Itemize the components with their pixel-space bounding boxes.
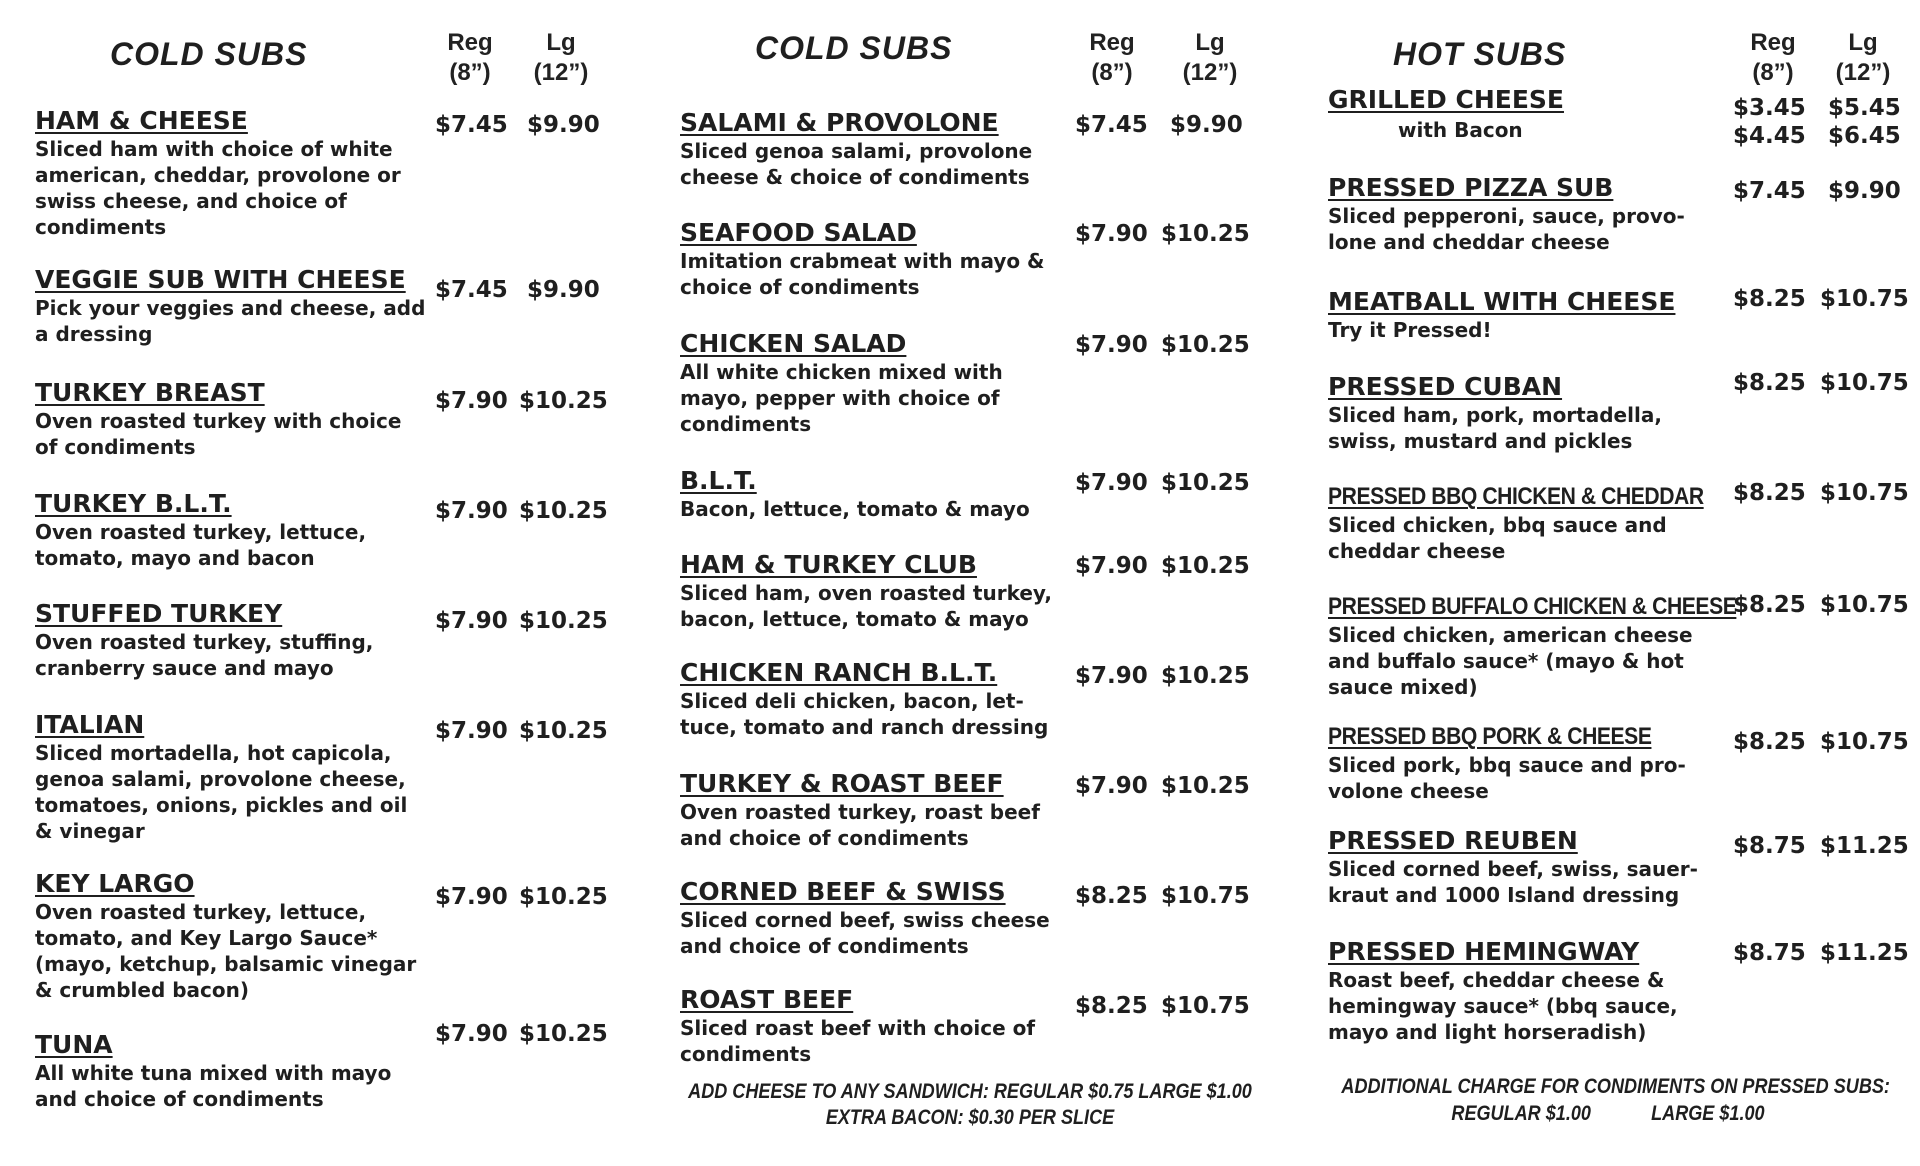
menu-item bbox=[680, 769, 1075, 851]
cold-subs-column-1 bbox=[35, 0, 608, 1166]
large-price: $10.75 bbox=[1820, 592, 1909, 618]
large-size-header: Lg (12”) bbox=[533, 29, 589, 86]
item-name: PRESSED BBQ PORK & CHEESE bbox=[1328, 723, 1652, 750]
menu-item bbox=[1328, 722, 1723, 804]
reg-price: $8.25 bbox=[1075, 883, 1148, 909]
reg-price: $7.90 bbox=[435, 718, 508, 744]
item-name: CHICKEN RANCH B.L.T. bbox=[680, 658, 998, 687]
item-name: MEATBALL WITH CHEESE bbox=[1328, 287, 1676, 316]
item-description: Sliced chicken, american cheese and buffalo sauce* (mayo & hot sauce mixed) bbox=[1328, 623, 1693, 699]
reg-price: $7.90 bbox=[1075, 773, 1148, 799]
large-price: $10.25 bbox=[519, 608, 608, 634]
menu-item bbox=[680, 218, 1075, 300]
menu-item bbox=[35, 599, 430, 681]
large-price: $10.25 bbox=[1161, 663, 1250, 689]
item-name: SEAFOOD SALAD bbox=[680, 218, 917, 247]
item-name: TURKEY & ROAST BEEF bbox=[680, 769, 1004, 798]
reg-size-header: Reg (8”) bbox=[447, 29, 493, 86]
item-name: VEGGIE SUB WITH CHEESE bbox=[35, 265, 406, 294]
item-name: GRILLED CHEESE bbox=[1328, 85, 1564, 114]
item-description: All white chicken mixed with mayo, pepper with choice of condiments bbox=[680, 360, 1003, 436]
menu-item bbox=[1328, 173, 1723, 255]
large-price: $9.90 bbox=[1170, 112, 1243, 138]
large-price: $11.25 bbox=[1820, 833, 1909, 859]
menu-item bbox=[680, 985, 1075, 1067]
menu-item bbox=[1328, 826, 1723, 908]
item-name: TUNA bbox=[35, 1030, 113, 1059]
menu-item bbox=[680, 877, 1075, 959]
large-price: $10.75 bbox=[1820, 370, 1909, 396]
hot-subs-column bbox=[1328, 0, 1918, 1166]
large-price: $6.45 bbox=[1828, 123, 1901, 149]
item-name: TURKEY B.L.T. bbox=[35, 489, 232, 518]
item-name: B.L.T. bbox=[680, 466, 757, 495]
reg-price: $4.45 bbox=[1733, 123, 1806, 149]
large-price: $9.90 bbox=[1828, 178, 1901, 204]
item-description: Imitation crabmeat with mayo & choice of condiments bbox=[680, 249, 1045, 299]
menu-item bbox=[35, 1030, 430, 1112]
large-price: $10.75 bbox=[1161, 993, 1250, 1019]
reg-price: $8.75 bbox=[1733, 833, 1806, 859]
reg-price: $7.90 bbox=[1075, 663, 1148, 689]
reg-price: $7.90 bbox=[1075, 470, 1148, 496]
item-description: Oven roasted turkey with choice of condiments bbox=[35, 409, 402, 459]
item-description: Oven roasted turkey, roast beef and choice of condiments bbox=[680, 800, 1040, 850]
item-description: Sliced ham, pork, mortadella, swiss, mustard and pickles bbox=[1328, 403, 1662, 453]
reg-price: $7.90 bbox=[1075, 332, 1148, 358]
item-description: Oven roasted turkey, lettuce, tomato, mayo and bacon bbox=[35, 520, 367, 570]
menu-item bbox=[35, 265, 430, 347]
large-size-header: Lg (12”) bbox=[1182, 29, 1238, 86]
reg-price: $7.45 bbox=[435, 277, 508, 303]
item-name: PRESSED BBQ CHICKEN & CHEDDAR bbox=[1328, 483, 1704, 510]
item-description: Sliced pork, bbq sauce and pro-volone cheese bbox=[1328, 753, 1686, 803]
item-description: Sliced ham, oven roasted turkey, bacon, lettuce, tomato & mayo bbox=[680, 581, 1052, 631]
item-description: Sliced corned beef, swiss cheese and choice of condiments bbox=[680, 908, 1050, 958]
item-description: Sliced genoa salami, provolone cheese & choice of condiments bbox=[680, 139, 1033, 189]
menu-item bbox=[1328, 85, 1728, 115]
item-description: Sliced mortadella, hot capicola, genoa salami, provolone cheese, tomatoes, onions, pickles and oil & vinegar bbox=[35, 741, 408, 843]
large-price: $10.25 bbox=[519, 498, 608, 524]
large-price: $10.25 bbox=[519, 718, 608, 744]
menu-item bbox=[1328, 592, 1737, 700]
reg-price: $7.45 bbox=[1733, 178, 1806, 204]
item-description: Bacon, lettuce, tomato & mayo bbox=[680, 497, 1030, 521]
reg-price: $8.25 bbox=[1733, 370, 1806, 396]
column-title: HOT SUBS bbox=[1393, 36, 1567, 72]
reg-price: $7.90 bbox=[435, 388, 508, 414]
large-size-header: Lg (12”) bbox=[1835, 29, 1891, 86]
reg-price: $7.90 bbox=[1075, 553, 1148, 579]
large-price: $11.25 bbox=[1820, 940, 1909, 966]
item-description: Sliced deli chicken, bacon, let-tuce, tomato and ranch dressing bbox=[680, 689, 1049, 739]
item-description: Sliced roast beef with choice of condiments bbox=[680, 1016, 1036, 1066]
large-price: $5.45 bbox=[1828, 95, 1901, 121]
large-price: $10.25 bbox=[1161, 553, 1250, 579]
item-name: CORNED BEEF & SWISS bbox=[680, 877, 1006, 906]
item-name: CHICKEN SALAD bbox=[680, 329, 907, 358]
item-description: Oven roasted turkey, stuffing, cranberry sauce and mayo bbox=[35, 630, 374, 680]
reg-price: $7.45 bbox=[435, 112, 508, 138]
reg-price: $3.45 bbox=[1733, 95, 1806, 121]
reg-price: $7.90 bbox=[435, 608, 508, 634]
item-name: STUFFED TURKEY bbox=[35, 599, 283, 628]
item-description: Sliced chicken, bbq sauce and cheddar cheese bbox=[1328, 513, 1667, 563]
item-description: Sliced corned beef, swiss, sauer-kraut and 1000 Island dressing bbox=[1328, 857, 1698, 907]
large-price: $10.25 bbox=[1161, 221, 1250, 247]
cold-subs-column-2 bbox=[680, 0, 1280, 1166]
menu-item bbox=[35, 869, 430, 1003]
item-name: PRESSED CUBAN bbox=[1328, 372, 1563, 401]
reg-size-header: Reg (8”) bbox=[1750, 29, 1796, 86]
item-description: Try it Pressed! bbox=[1328, 318, 1492, 342]
large-price: $10.25 bbox=[1161, 773, 1250, 799]
item-name: PRESSED BUFFALO CHICKEN & CHEESE bbox=[1328, 593, 1737, 620]
menu-item bbox=[35, 489, 430, 571]
reg-price: $7.90 bbox=[435, 1021, 508, 1047]
reg-price: $8.75 bbox=[1733, 940, 1806, 966]
condiment-charge-prices: REGULAR $1.00 LARGE $1.00 bbox=[1451, 1102, 1765, 1125]
reg-price: $7.45 bbox=[1075, 112, 1148, 138]
item-description: Roast beef, cheddar cheese & hemingway sauce* (bbq sauce, mayo and light horseradish) bbox=[1328, 968, 1678, 1044]
column-title: COLD SUBS bbox=[110, 36, 308, 72]
menu-item bbox=[680, 329, 1075, 437]
item-description: Sliced ham with choice of white american, cheddar, provolone or swiss cheese, and choice of condiments bbox=[35, 137, 401, 239]
item-description: with Bacon bbox=[1398, 118, 1523, 142]
item-name: TURKEY BREAST bbox=[35, 378, 265, 407]
large-price: $10.25 bbox=[519, 884, 608, 910]
item-name: HAM & CHEESE bbox=[35, 106, 248, 135]
menu-item bbox=[1328, 372, 1723, 454]
large-price: $10.25 bbox=[519, 388, 608, 414]
item-description: Sliced pepperoni, sauce, provo-lone and cheddar cheese bbox=[1328, 204, 1685, 254]
menu-item bbox=[680, 658, 1075, 740]
reg-price: $8.25 bbox=[1075, 993, 1148, 1019]
large-price: $10.25 bbox=[1161, 332, 1250, 358]
large-price: $9.90 bbox=[527, 112, 600, 138]
large-price: $10.75 bbox=[1820, 729, 1909, 755]
condiment-charge-note: ADDITIONAL CHARGE FOR CONDIMENTS ON PRESSED SUBS: bbox=[1341, 1075, 1890, 1098]
large-price: $10.25 bbox=[1161, 470, 1250, 496]
menu-item bbox=[680, 108, 1075, 190]
reg-price: $7.90 bbox=[435, 884, 508, 910]
item-name: HAM & TURKEY CLUB bbox=[680, 550, 977, 579]
reg-price: $7.90 bbox=[435, 498, 508, 524]
menu-item-option bbox=[1398, 117, 1523, 143]
item-name: PRESSED HEMINGWAY bbox=[1328, 937, 1640, 966]
menu-item bbox=[1328, 287, 1723, 343]
item-description: Oven roasted turkey, lettuce, tomato, and Key Largo Sauce* (mayo, ketchup, balsamic vinegar & crumbled bacon) bbox=[35, 900, 417, 1002]
item-name: PRESSED PIZZA SUB bbox=[1328, 173, 1614, 202]
item-name: ROAST BEEF bbox=[680, 985, 854, 1014]
reg-price: $8.25 bbox=[1733, 480, 1806, 506]
large-price: $10.25 bbox=[519, 1021, 608, 1047]
cheese-surcharge-note: ADD CHEESE TO ANY SANDWICH: REGULAR $0.75 LARGE $1.00 bbox=[688, 1080, 1252, 1103]
menu-item bbox=[35, 710, 430, 844]
item-name: PRESSED REUBEN bbox=[1328, 826, 1578, 855]
large-price: $10.75 bbox=[1161, 883, 1250, 909]
item-description: Pick your veggies and cheese, add a dressing bbox=[35, 296, 426, 346]
item-name: ITALIAN bbox=[35, 710, 145, 739]
menu-item bbox=[1328, 937, 1723, 1045]
menu-item bbox=[1328, 482, 1723, 564]
item-name: SALAMI & PROVOLONE bbox=[680, 108, 999, 137]
column-title: COLD SUBS bbox=[755, 30, 953, 66]
menu-item bbox=[680, 550, 1075, 632]
large-price: $10.75 bbox=[1820, 286, 1909, 312]
item-name: KEY LARGO bbox=[35, 869, 195, 898]
item-description: All white tuna mixed with mayo and choice of condiments bbox=[35, 1061, 392, 1111]
bacon-surcharge-note: EXTRA BACON: $0.30 PER SLICE bbox=[825, 1106, 1115, 1129]
large-price: $9.90 bbox=[527, 277, 600, 303]
menu-item bbox=[35, 106, 430, 240]
reg-price: $8.25 bbox=[1733, 286, 1806, 312]
reg-size-header: Reg (8”) bbox=[1089, 29, 1135, 86]
reg-price: $8.25 bbox=[1733, 729, 1806, 755]
large-price: $10.75 bbox=[1820, 480, 1909, 506]
menu-item bbox=[680, 466, 1075, 522]
menu-item bbox=[35, 378, 430, 460]
reg-price: $8.25 bbox=[1733, 592, 1806, 618]
reg-price: $7.90 bbox=[1075, 221, 1148, 247]
